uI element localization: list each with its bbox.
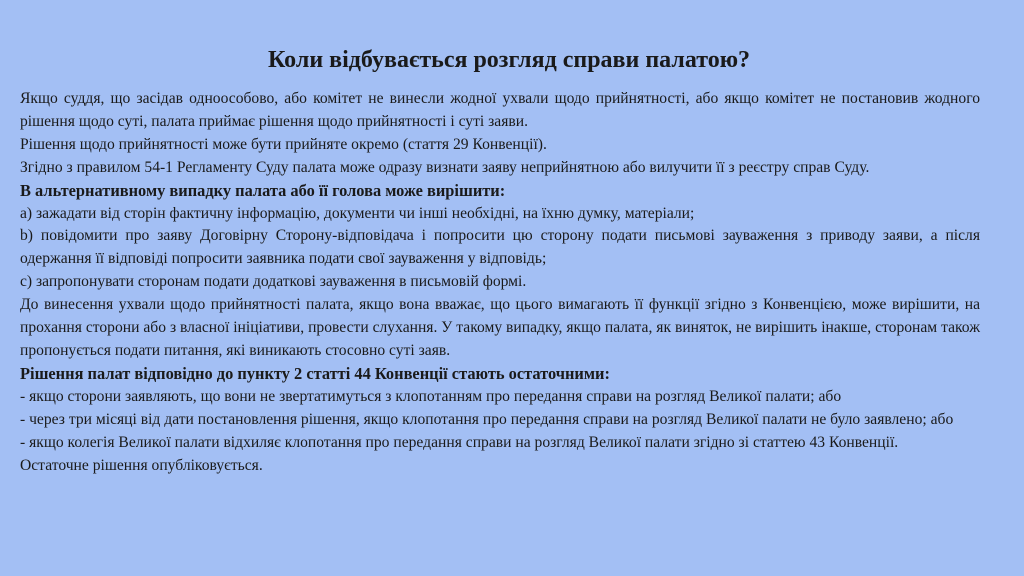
paragraph-final: Остаточне рішення опубліковується. — [20, 456, 263, 474]
paragraph-2: Рішення щодо прийнятності може бути прийняте окремо (стаття 29 Конвенції). — [20, 135, 547, 153]
paragraph-hearing: До винесення ухвали щодо прийнятності палата, якщо вона вважає, що цього вимагають її функції згідно з Конвенцією, може вирішити, на прохання сторони або з власної ініціативи, провести слухання. У такому випадку, якщо палата, як виняток, не вирішить інакше, сторонам також пропонується подати питання, які виникають стосовно суті заяв. — [20, 296, 980, 359]
heading-final-judgments: Рішення палат відповідно до пункту 2 статті 44 Конвенції стають остаточними: — [20, 363, 610, 383]
paragraph-1: Якщо суддя, що засідав одноособово, або комітет не винесли жодної ухвали щодо прийнятності, або якщо комітет не постановив жодного рішення щодо суті, палата приймає рішення щодо прийнятності і суті заяви. — [20, 90, 980, 130]
list-item-b: b) повідомити про заяву Договірну Сторону-відповідача і попросити цю сторону подати письмові зауваження з приводу заяви, а після одержання її відповіді попросити заявника подати свої зауваження у відповідь; — [20, 227, 980, 268]
list-item-c: c) запропонувати сторонам подати додаткові зауваження в письмовій формі. — [20, 273, 527, 291]
heading-alternative: В альтернативному випадку палата або її голова може вирішити: — [20, 180, 506, 200]
list-item-a: а) зажадати від сторін фактичну інформацію, документи чи інші необхідні, на їхню думку, матеріали; — [20, 204, 695, 222]
bullet-1: - якщо сторони заявляють, що вони не звертатимуться з клопотанням про передання справи на розгляд Великої палати; або — [20, 387, 842, 405]
paragraph-3: Згідно з правилом 54-1 Регламенту Суду палата може одразу визнати заяву неприйнятною або вилучити її з реєстру справ Суду. — [20, 158, 870, 176]
slide-body — [20, 88, 980, 477]
bullet-2: - через три місяці від дати постановлення рішення, якщо клопотання про передання справи на розгляд Великої палати не було заявлено; або — [20, 410, 954, 428]
slide-title: Коли відбувається розгляд справи палатою? — [267, 47, 751, 73]
bullet-3: - якщо колегія Великої палати відхиляє клопотання про передання справи на розгляд Великої палати згідно зі статтею 43 Конвенції. — [20, 433, 899, 451]
